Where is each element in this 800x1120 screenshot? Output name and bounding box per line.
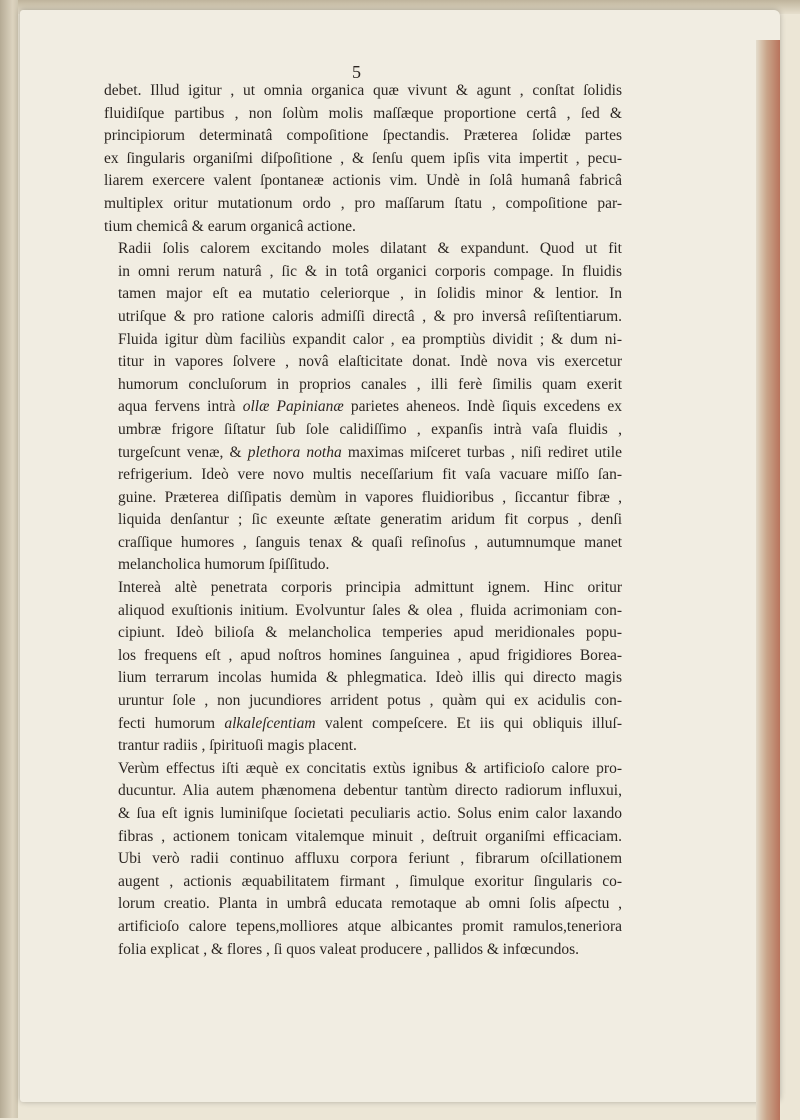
italic-phrase: ollæ Papinianæ — [242, 398, 344, 416]
text-line: trantur radiis , ſpirituoſi magis placent. — [118, 737, 357, 755]
italic-phrase: plethora notha — [247, 443, 342, 461]
text-line: Intereà altè penetrata corporis principia admittunt ignem. Hinc oritur — [118, 579, 622, 597]
text-line: humorum concluſorum in proprios canales , illi ferè ſimilis quam exerit — [118, 375, 622, 393]
text-line: turgeſcunt venæ, & plethora notha maximas miſceret turbas , niſi rediret utile — [118, 443, 622, 461]
text-line: principiorum determinatâ compoſitione ſpectandis. Præterea ſolidæ partes — [104, 127, 622, 145]
paragraph — [104, 758, 622, 961]
text-line: tium chemicâ & earum organicâ actione. — [104, 217, 356, 235]
text-line: cipiunt. Ideò bilioſa & melancholica temperies apud meridionales popu- — [118, 624, 622, 642]
text-line: aqua fervens intrà ollæ Papinianæ parietes aheneos. Indè ſiquis excedens ex — [118, 398, 623, 416]
page-edge — [756, 40, 780, 1120]
text-line: multiplex oritur mutationum ordo , pro maſſarum ſtatu , compoſitione par- — [104, 194, 622, 212]
text-line: aliquod exuſtionis initium. Evolvuntur ſales & olea , fluida acrimoniam con- — [118, 601, 622, 619]
text-line: ex ſingularis organiſmi diſpoſitione , & ſenſu quem ipſis vita impertit , pecu- — [104, 149, 622, 167]
text-line: lium terrarum incolas humida & phlegmatica. Ideò illis qui directo magis — [118, 669, 622, 687]
text-line: refrigerium. Ideò vere novo multis neceſſarium fit vaſa vacuare miſſo ſan- — [118, 466, 622, 484]
text-line: melancholica humorum ſpiſſitudo. — [118, 556, 330, 574]
text-line: Ubi verò radii continuo affluxu corpora feriunt , fibrarum oſcillationem — [118, 850, 622, 868]
text-line: utriſque & pro ratione caloris admiſſi directâ , & pro inversâ reſiſtentiarum. — [118, 307, 622, 325]
text-line: liquida denſantur ; ſic exeunte æſtate generatim aridum fit corpus , denſi — [118, 511, 622, 529]
text-line: fecti humorum alkaleſcentiam valent compeſcere. Et iis qui obliquis illuſ- — [118, 714, 623, 732]
text-line: debet. Illud igitur , ut omnia organica quæ vivunt & agunt , conſtat ſolidis — [104, 82, 622, 99]
text-line: tamen major eſt ea mutatio celeriorque , in ſolidis minor & lentior. In — [118, 285, 622, 303]
text-line: uruntur ſole , non jucundiores arrident potus , quàm qui ex acidulis con- — [118, 692, 622, 710]
book-spine — [0, 0, 18, 1118]
text-line: los frequens eſt , apud noſtros homines ſanguinea , apud frigidiores Borea- — [118, 646, 622, 664]
text-line: folia explicat , & flores , ſi quos valeat producere , pallidos & infœcundos. — [118, 940, 580, 958]
paragraph — [104, 80, 622, 238]
text-line: umbræ frigore ſiſtatur ſub ſole calidiſſimo , expanſis intrà vaſa fluidis , — [118, 420, 622, 438]
text-line: in omni rerum naturâ , ſic & in totâ organici corporis compage. In fluidis — [118, 262, 622, 280]
text-line: Fluida igitur dùm faciliùs expandit calor , ea promptiùs dividit ; & dum ni- — [118, 330, 622, 348]
paragraph — [104, 238, 622, 577]
text-line: artificioſo calore tepens,molliores atque albicantes promit ramulos,teneriora — [118, 917, 622, 935]
text-line: lorum creatio. Planta in umbrâ educata remotaque ab omni ſolis aſpectu , — [118, 895, 622, 913]
text-line: ducuntur. Alia autem phænomena debentur tantùm directo radiorum influxui, — [118, 782, 622, 800]
text-line: fibras , actionem tonicam vitalemque minuit , deſtruit organiſmi efficaciam. — [118, 827, 622, 845]
text-line: liarem exercere valent ſpontaneæ actionis vim. Undè in ſolâ humanâ fabricâ — [104, 172, 622, 190]
body-text — [104, 80, 622, 961]
text-line: fluidiſque partibus , non ſolùm molis maſſæque proportione certâ , ſed & — [104, 104, 622, 122]
text-line: & ſua eſt ignis luminiſque ſocietati peculiaris actio. Solus enim calor laxando — [118, 805, 622, 822]
text-line: Verùm effectus iſti æquè ex concitatis extùs ignibus & artificioſo calore pro- — [118, 759, 622, 777]
italic-phrase: alkaleſcentiam — [224, 714, 316, 732]
text-line: Radii ſolis calorem excitando moles dilatant & expandunt. Quod ut fit — [118, 240, 622, 258]
paragraph — [104, 577, 622, 758]
page-number: 5 — [352, 62, 361, 82]
text-line: augent , actionis æquabilitatem firmant , ſimulque exoritur ſingularis co- — [118, 872, 622, 890]
text-line: craſſique humores , ſanguis tenax & quaſi reſinoſus , autumnumque manet — [118, 533, 622, 551]
text-line: guine. Præterea diſſipatis demùm in vapores fluidioribus , ſiccantur fibræ , — [118, 488, 622, 506]
text-line: titur in vapores ſolvere , novâ elaſticitate donat. Indè nova vis exercetur — [118, 353, 622, 371]
